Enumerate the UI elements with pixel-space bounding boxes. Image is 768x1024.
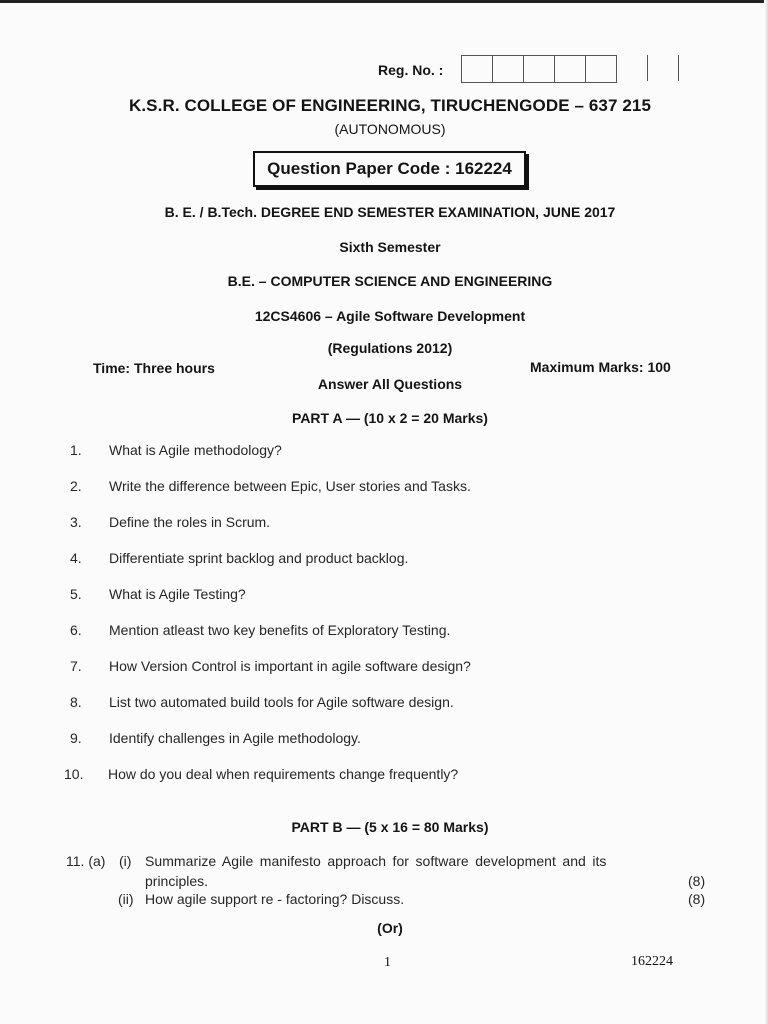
question-text: Write the difference between Epic, User stories and Tasks. — [109, 478, 471, 494]
scan-edge-right — [764, 0, 768, 1024]
question-number: 11. (a) — [66, 853, 106, 869]
footer-paper-code: 162224 — [631, 954, 673, 969]
reg-no-boxes — [461, 55, 679, 83]
marks-label: (8) — [688, 891, 706, 907]
question-text: Differentiate sprint backlog and product backlog. — [109, 550, 409, 566]
branch: B.E. – COMPUTER SCIENCE AND ENGINEERING — [227, 273, 553, 289]
marks-label: (8) — [688, 873, 706, 889]
reg-no-box — [461, 55, 493, 83]
question-text-continued: principles. — [145, 873, 209, 889]
reg-no-box — [555, 55, 586, 83]
reg-no-box — [648, 55, 679, 81]
question-text: Define the roles in Scrum. — [109, 514, 271, 530]
max-marks: Maximum Marks: 100 — [530, 359, 671, 375]
question-number: 3. — [70, 514, 82, 530]
semester: Sixth Semester — [339, 239, 441, 255]
page-number: 1 — [384, 955, 391, 970]
question-text: What is Agile Testing? — [109, 586, 246, 602]
question-text: How do you deal when requirements change frequently? — [108, 766, 459, 782]
reg-no-box — [524, 55, 555, 83]
question-text: Summarize Agile manifesto approach for software development and its — [145, 853, 607, 869]
autonomous-label: (AUTONOMOUS) — [334, 121, 446, 137]
question-number: 6. — [70, 622, 82, 638]
question-number: 7. — [70, 658, 82, 674]
instructions: Answer All Questions — [317, 376, 463, 392]
question-number: 9. — [70, 730, 82, 746]
question-number: 2. — [70, 478, 82, 494]
reg-no-box — [586, 55, 617, 83]
question-text: List two automated build tools for Agile software design. — [109, 694, 454, 710]
question-number: 1. — [70, 442, 82, 458]
part-a-title: PART A — (10 x 2 = 20 Marks) — [292, 410, 488, 426]
question-paper-code: Question Paper Code : 162224 — [253, 151, 526, 187]
subquestion-number: (ii) — [118, 891, 134, 907]
exam-title: B. E. / B.Tech. DEGREE END SEMESTER EXAMINATION, JUNE 2017 — [164, 204, 616, 220]
regulations: (Regulations 2012) — [327, 340, 453, 356]
subquestion-number: (i) — [119, 853, 132, 869]
question-text: How Version Control is important in agile software design? — [109, 658, 471, 674]
exam-duration: Time: Three hours — [93, 360, 215, 376]
question-text: Mention atleast two key benefits of Exploratory Testing. — [109, 622, 451, 638]
question-number: 4. — [70, 550, 82, 566]
question-text: How agile support re - factoring? Discuss. — [145, 891, 405, 907]
or-separator: (Or) — [377, 920, 403, 936]
part-b-title: PART B — (5 x 16 = 80 Marks) — [291, 819, 489, 835]
question-text: What is Agile methodology? — [109, 442, 282, 458]
course-title: 12CS4606 – Agile Software Development — [254, 308, 526, 324]
reg-no-box — [493, 55, 524, 83]
scan-edge-top — [0, 0, 768, 3]
reg-no-label: Reg. No. : — [378, 62, 444, 78]
question-number: 8. — [70, 694, 82, 710]
question-text: Identify challenges in Agile methodology. — [109, 730, 361, 746]
question-number: 5. — [70, 586, 82, 602]
question-number: 10. — [64, 766, 84, 782]
college-name: K.S.R. COLLEGE OF ENGINEERING, TIRUCHENGODE – 637 215 — [128, 96, 651, 115]
reg-no-box — [617, 55, 648, 81]
